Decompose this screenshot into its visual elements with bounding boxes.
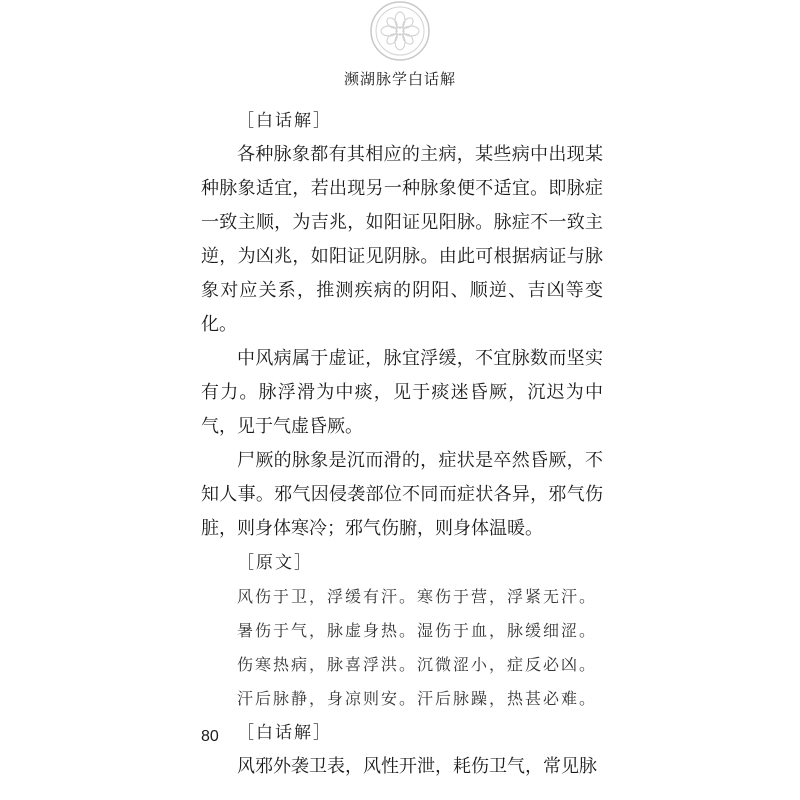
running-header-title: 濒湖脉学白话解 <box>343 70 456 88</box>
verse-line: 汗后脉静，身凉则安。汗后脉躁，热甚必难。 <box>237 689 598 708</box>
section-heading-original: ［原文］ <box>237 553 313 573</box>
section-heading-explanation: ［白话解］ <box>237 111 332 131</box>
paragraph: 尸厥的脉象是沉而滑的，症状是卒然昏厥，不知人事。邪气因侵袭部位不同而症状各异，邪气伤脏，则身体寒冷；邪气伤腑，则身体温暖。 <box>201 450 603 539</box>
page-number: 80 <box>201 728 219 745</box>
verse-line: 暑伤于气，脉虚身热。湿伤于血，脉缓细涩。 <box>237 621 598 640</box>
paragraph: 中风病属于虚证，脉宜浮缓，不宜脉数而坚实有力。脉浮滑为中痰，见于痰迷昏厥，沉迟为中气，见于气虚昏厥。 <box>201 348 603 437</box>
verse-line: 伤寒热病，脉喜浮洪。沉微涩小，症反必凶。 <box>237 655 598 674</box>
verse-line: 风伤于卫，浮缓有汗。寒伤于营，浮紧无汗。 <box>237 587 598 606</box>
paragraph: 各种脉象都有其相应的主病，某些病中出现某种脉象适宜，若出现另一种脉象便不适宜。即脉症一致主顺，为吉兆，如阳证见阳脉。脉症不一致主逆，为凶兆，如阳证见阴脉。由此可根据病证与脉象对应关系，推测疾病的阴阳、顺逆、吉凶等变化。 <box>201 144 603 335</box>
page-body <box>201 104 603 784</box>
paragraph: 风邪外袭卫表，风性开泄，耗伤卫气，常见脉 <box>237 756 597 777</box>
section-heading-explanation: ［白话解］ <box>237 723 332 743</box>
floral-medallion-icon <box>369 0 431 62</box>
